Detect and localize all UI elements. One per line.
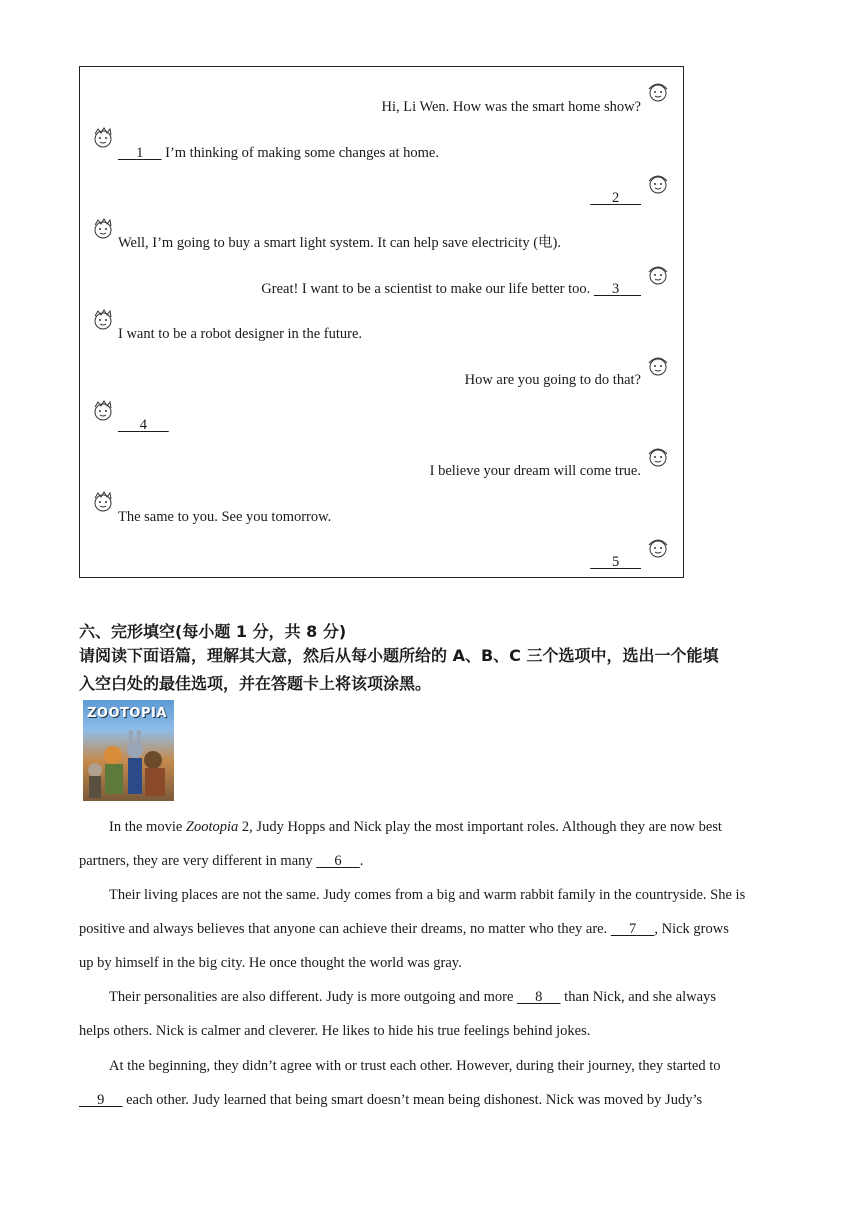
boy-face-icon [88, 216, 118, 242]
blank-9[interactable]: 9 [97, 1092, 105, 1108]
section-title: 六、完形填空(每小题 1 分，共 8 分) [79, 622, 347, 641]
paragraph-4: At the beginning, they didn’t agree with or trust each other. However, during their journey, they started to 9 each other. Judy learned that being smart doesn’t mean being dishonest. Nick was moved by Judy’s [79, 1049, 791, 1117]
paragraph-2: Their living places are not the same. Judy comes from a big and warm rabbit family in the countryside. She is positive and always believes that anyone can achieve their dreams, no matter who they are. 7 , Nick grows up by himself in the big city. He once thought the world was gray. [79, 887, 746, 971]
boy-face-icon [88, 398, 118, 424]
blank-3[interactable]: 3 [612, 281, 620, 297]
girl-face-icon [643, 262, 673, 288]
blank-2[interactable]: 2 [612, 190, 620, 206]
dialog-text: I believe your dream will come true. [429, 463, 641, 479]
girl-face-icon [643, 444, 673, 470]
dialog-text: I’m thinking of making some changes at home. [161, 145, 439, 161]
girl-face-icon [643, 79, 673, 105]
blank-5[interactable]: 5 [612, 554, 620, 570]
zootopia-poster-image [83, 700, 174, 801]
blank-7[interactable]: 7 [629, 921, 637, 937]
boy-face-icon [88, 125, 118, 151]
girl-face-icon [643, 171, 673, 197]
girl-face-icon [643, 535, 673, 561]
boy-face-icon [88, 489, 118, 515]
blank-4[interactable]: 4 [139, 417, 147, 433]
paragraph-3: Their personalities are also different. Judy is more outgoing and more 8 than Nick, and she always helps others. Nick is calmer and cleverer. He likes to hide his true feelings behind jokes. [79, 980, 791, 1048]
dialog-box [79, 66, 684, 578]
blank-6[interactable]: 6 [334, 853, 342, 869]
blank-8[interactable]: 8 [535, 989, 543, 1005]
instruction-line-2: 入空白处的最佳选项，并在答题卡上将该项涂黑。 [79, 674, 432, 693]
dialog-line-5 [261, 280, 641, 298]
dialog-text: Well, I’m going to buy a smart light system. It can help save electricity (电). [118, 235, 561, 251]
boy-face-icon [88, 307, 118, 333]
dialog-line-2 [118, 144, 439, 162]
dialog-line-4 [118, 234, 561, 252]
dialog-line-8 [118, 416, 169, 434]
dialog-line-9 [430, 462, 641, 480]
dialog-line-7 [465, 371, 641, 389]
dialog-text: How are you going to do that? [464, 372, 641, 388]
dialog-line-10 [118, 508, 331, 526]
dialog-text: I want to be a robot designer in the future. [118, 326, 363, 342]
dialog-text: The same to you. See you tomorrow. [118, 509, 332, 525]
paragraph-1: In the movie Zootopia 2, Judy Hopps and Nick play the most important roles. Although they are now best partners, they are very different in many 6 . [79, 810, 791, 878]
dialog-line-1 [381, 98, 641, 116]
dialog-line-11 [590, 553, 641, 571]
dialog-text: Great! I want to be a scientist to make our life better too. [261, 281, 594, 297]
dialog-text: Hi, Li Wen. How was the smart home show? [381, 99, 641, 115]
instruction-line-1: 请阅读下面语篇，理解其大意，然后从每小题所给的 A、B、C 三个选项中，选出一个能填 [79, 646, 719, 665]
blank-1[interactable]: 1 [136, 145, 144, 161]
poster-logo: ZOOTOPIA [87, 706, 167, 721]
dialog-line-3 [590, 189, 641, 207]
dialog-line-6 [118, 325, 362, 343]
girl-face-icon [643, 353, 673, 379]
